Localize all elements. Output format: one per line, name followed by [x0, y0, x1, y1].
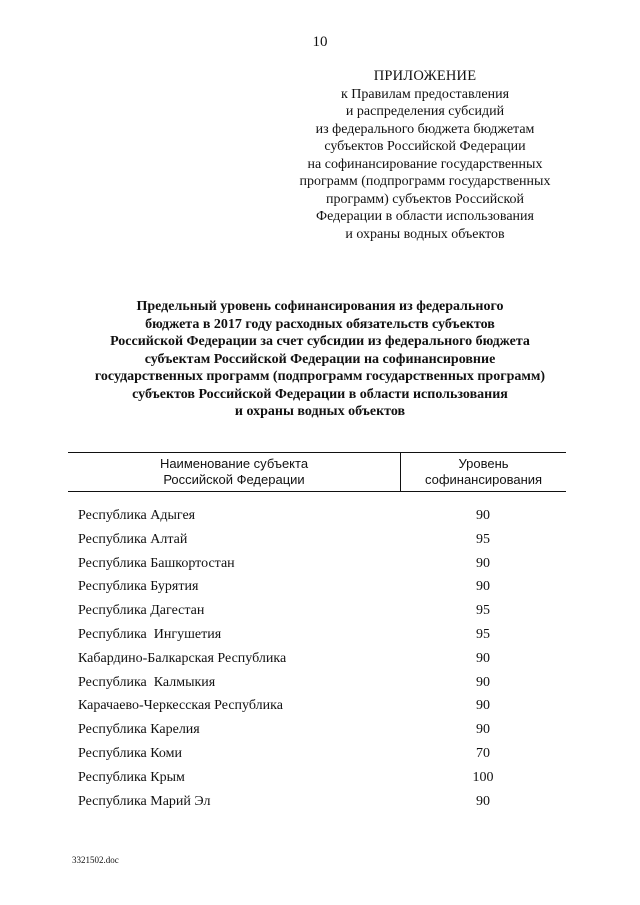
subject-name: Республика Алтай — [78, 531, 188, 547]
table-row — [78, 649, 558, 673]
annex-line: и охраны водных объектов — [345, 226, 505, 242]
page-number: 10 — [312, 34, 328, 50]
annex-block — [280, 68, 570, 243]
table-row — [78, 577, 558, 601]
heading-line: Предельный уровень софинансирования из федерального — [136, 299, 504, 314]
annex-line: программ (подпрограмм государственных — [299, 174, 551, 189]
cofinancing-level: 90 — [476, 579, 490, 595]
cofinancing-level: 90 — [476, 508, 490, 523]
annex-line: программ) субъектов Российской — [325, 191, 525, 207]
annex-title: ПРИЛОЖЕНИЕ — [373, 68, 477, 84]
column-header-level-line: софинансирования — [424, 472, 543, 487]
subject-name: Республика Крым — [78, 769, 185, 785]
subject-name: Республика Башкортостан — [78, 555, 235, 571]
table-row — [78, 673, 558, 697]
cofinancing-level: 95 — [476, 626, 490, 642]
subject-name: Республика Адыгея — [78, 508, 196, 523]
table-row — [78, 530, 558, 554]
table-row — [78, 601, 558, 625]
column-header-subject — [68, 456, 400, 488]
annex-line: и распределения субсидий — [345, 104, 505, 119]
table-row — [78, 792, 558, 816]
cofinancing-level: 90 — [476, 650, 490, 666]
document-file-code: 3321502.doc — [72, 855, 119, 865]
table-row — [78, 696, 558, 720]
heading-line: бюджета в 2017 году расходных обязательств субъектов — [145, 316, 495, 332]
cofinancing-level: 90 — [476, 698, 490, 714]
heading-line: субъектам Российской Федерации на софинансировние — [144, 351, 496, 367]
cofinancing-level: 90 — [476, 674, 490, 690]
heading-line: Российской Федерации за счет субсидии из федерального бюджета — [110, 334, 530, 349]
subject-name: Республика Карелия — [78, 722, 200, 738]
annex-line: Федерации в области использования — [316, 209, 534, 224]
cofinancing-level: 90 — [476, 793, 490, 809]
table-row — [78, 625, 558, 649]
subject-name: Республика Коми — [78, 745, 182, 761]
annex-line: на софинансирование государственных — [307, 156, 543, 172]
column-header-subject-line: Российской Федерации — [163, 472, 305, 487]
heading-line: и охраны водных объектов — [234, 404, 406, 419]
subject-name: Карачаево-Черкесская Республика — [78, 698, 283, 714]
heading-line: субъектов Российской Федерации в области использования — [132, 386, 508, 402]
table-row — [78, 506, 558, 530]
subject-name: Республика Ингушетия — [78, 626, 222, 642]
cofinancing-level: 95 — [476, 531, 490, 547]
subject-name: Кабардино-Балкарская Республика — [78, 650, 287, 666]
subject-name: Республика Калмыкия — [78, 674, 216, 690]
cofinancing-level: 90 — [476, 555, 490, 571]
annex-line: к Правилам предоставления — [340, 86, 510, 102]
subject-name: Республика Марий Эл — [78, 793, 211, 809]
table-row — [78, 768, 558, 792]
cofinancing-level: 95 — [476, 603, 490, 619]
annex-line: из федерального бюджета бюджетам — [315, 121, 535, 137]
table-row — [78, 554, 558, 578]
cofinancing-level: 90 — [476, 722, 490, 738]
column-header-subject-line: Наименование субъекта — [159, 456, 309, 471]
column-header-level — [401, 456, 566, 488]
annex-line: субъектов Российской Федерации — [324, 139, 526, 154]
table-body — [78, 506, 558, 815]
table-header — [68, 452, 566, 492]
document-heading — [60, 298, 580, 421]
column-header-level-line: Уровень — [458, 456, 509, 471]
table-row — [78, 744, 558, 768]
table-row — [78, 720, 558, 744]
cofinancing-level: 70 — [476, 745, 490, 761]
subject-name: Республика Бурятия — [78, 579, 199, 595]
cofinancing-level: 100 — [472, 769, 494, 785]
heading-line: государственных программ (подпрограмм государственных программ) — [94, 369, 546, 384]
subject-name: Республика Дагестан — [78, 603, 205, 619]
